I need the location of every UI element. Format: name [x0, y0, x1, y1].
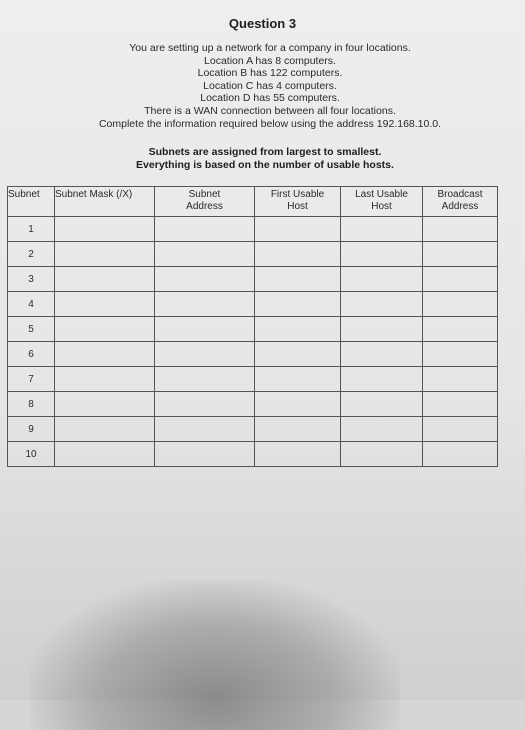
last-usable-host-cell[interactable]: [341, 342, 423, 367]
first-usable-host-cell[interactable]: [255, 217, 341, 242]
table-row: [8, 367, 498, 392]
subnet-number-cell: 1: [8, 217, 55, 242]
subnet-number-cell: 6: [8, 342, 55, 367]
subnet-number-cell: 10: [8, 442, 55, 467]
first-usable-host-cell[interactable]: [255, 342, 341, 367]
subnet-number-cell: 4: [8, 292, 55, 317]
table-row: [8, 292, 498, 317]
subnet-mask-cell[interactable]: [55, 442, 155, 467]
last-usable-host-cell[interactable]: [341, 367, 423, 392]
broadcast-address-cell[interactable]: [423, 292, 498, 317]
assignment-rules: [0, 146, 525, 172]
intro-line: Location C has 4 computers.: [203, 79, 337, 92]
last-usable-host-cell[interactable]: [341, 267, 423, 292]
subnet-address-cell[interactable]: [155, 217, 255, 242]
last-usable-host-cell[interactable]: [341, 317, 423, 342]
broadcast-address-cell[interactable]: [423, 242, 498, 267]
broadcast-address-cell[interactable]: [423, 217, 498, 242]
last-usable-host-cell[interactable]: [341, 242, 423, 267]
header-subnet-address: Subnet Address: [155, 187, 255, 217]
header-subnet: Subnet: [8, 187, 55, 217]
table-header-row: [8, 187, 498, 217]
header-last-usable-host: Last Usable Host: [341, 187, 423, 217]
intro-line: Location A has 8 computers.: [204, 54, 336, 67]
subnet-mask-cell[interactable]: [55, 317, 155, 342]
first-usable-host-cell[interactable]: [255, 317, 341, 342]
intro-line: Location B has 122 computers.: [197, 67, 343, 80]
subnet-number-cell: 3: [8, 267, 55, 292]
subnet-mask-cell[interactable]: [55, 292, 155, 317]
subnet-table: [7, 186, 498, 467]
broadcast-address-cell[interactable]: [423, 417, 498, 442]
subnet-mask-cell[interactable]: [55, 217, 155, 242]
intro-line: There is a WAN connection between all four locations.: [144, 104, 396, 117]
header-broadcast-address: Broadcast Address: [423, 187, 498, 217]
subnet-number-cell: 5: [8, 317, 55, 342]
subnet-address-cell[interactable]: [155, 417, 255, 442]
subnet-address-cell[interactable]: [155, 342, 255, 367]
subnet-address-cell[interactable]: [155, 292, 255, 317]
subnet-address-cell[interactable]: [155, 317, 255, 342]
last-usable-host-cell[interactable]: [341, 417, 423, 442]
table-row: [8, 267, 498, 292]
subnet-number-cell: 9: [8, 417, 55, 442]
last-usable-host-cell[interactable]: [341, 392, 423, 417]
broadcast-address-cell[interactable]: [423, 342, 498, 367]
broadcast-address-cell[interactable]: [423, 267, 498, 292]
rule-line: Subnets are assigned from largest to smallest.: [148, 146, 382, 158]
subnet-address-cell[interactable]: [155, 267, 255, 292]
intro-line: You are setting up a network for a company in four locations.: [129, 42, 411, 54]
table-row: [8, 392, 498, 417]
subnet-address-cell[interactable]: [155, 367, 255, 392]
last-usable-host-cell[interactable]: [341, 442, 423, 467]
first-usable-host-cell[interactable]: [255, 367, 341, 392]
question-intro: [0, 42, 525, 130]
first-usable-host-cell[interactable]: [255, 442, 341, 467]
table-row: [8, 217, 498, 242]
intro-line: Location D has 55 computers.: [200, 92, 340, 105]
broadcast-address-cell[interactable]: [423, 367, 498, 392]
broadcast-address-cell[interactable]: [423, 392, 498, 417]
subnet-mask-cell[interactable]: [55, 392, 155, 417]
table-row: [8, 242, 498, 267]
last-usable-host-cell[interactable]: [341, 292, 423, 317]
subnet-number-cell: 8: [8, 392, 55, 417]
subnet-mask-cell[interactable]: [55, 242, 155, 267]
table-row: [8, 342, 498, 367]
subnet-address-cell[interactable]: [155, 392, 255, 417]
header-first-usable-host: First Usable Host: [255, 187, 341, 217]
subnet-mask-cell[interactable]: [55, 267, 155, 292]
question-title: Question 3: [228, 16, 297, 31]
subnet-address-cell[interactable]: [155, 242, 255, 267]
header-subnet-mask: Subnet Mask (/X): [55, 187, 155, 217]
first-usable-host-cell[interactable]: [255, 392, 341, 417]
subnet-mask-cell[interactable]: [55, 367, 155, 392]
subnet-number-cell: 7: [8, 367, 55, 392]
last-usable-host-cell[interactable]: [341, 217, 423, 242]
broadcast-address-cell[interactable]: [423, 442, 498, 467]
first-usable-host-cell[interactable]: [255, 242, 341, 267]
rule-line: Everything is based on the number of usable hosts.: [136, 159, 394, 171]
first-usable-host-cell[interactable]: [255, 267, 341, 292]
subnet-number-cell: 2: [8, 242, 55, 267]
first-usable-host-cell[interactable]: [255, 417, 341, 442]
hand-shadow: [30, 580, 400, 730]
intro-line: Complete the information required below using the address 192.168.10.0.: [98, 117, 442, 130]
subnet-mask-cell[interactable]: [55, 417, 155, 442]
subnet-address-cell[interactable]: [155, 442, 255, 467]
table-row: [8, 417, 498, 442]
broadcast-address-cell[interactable]: [423, 317, 498, 342]
table-row: [8, 317, 498, 342]
subnet-mask-cell[interactable]: [55, 342, 155, 367]
first-usable-host-cell[interactable]: [255, 292, 341, 317]
table-row: [8, 442, 498, 467]
